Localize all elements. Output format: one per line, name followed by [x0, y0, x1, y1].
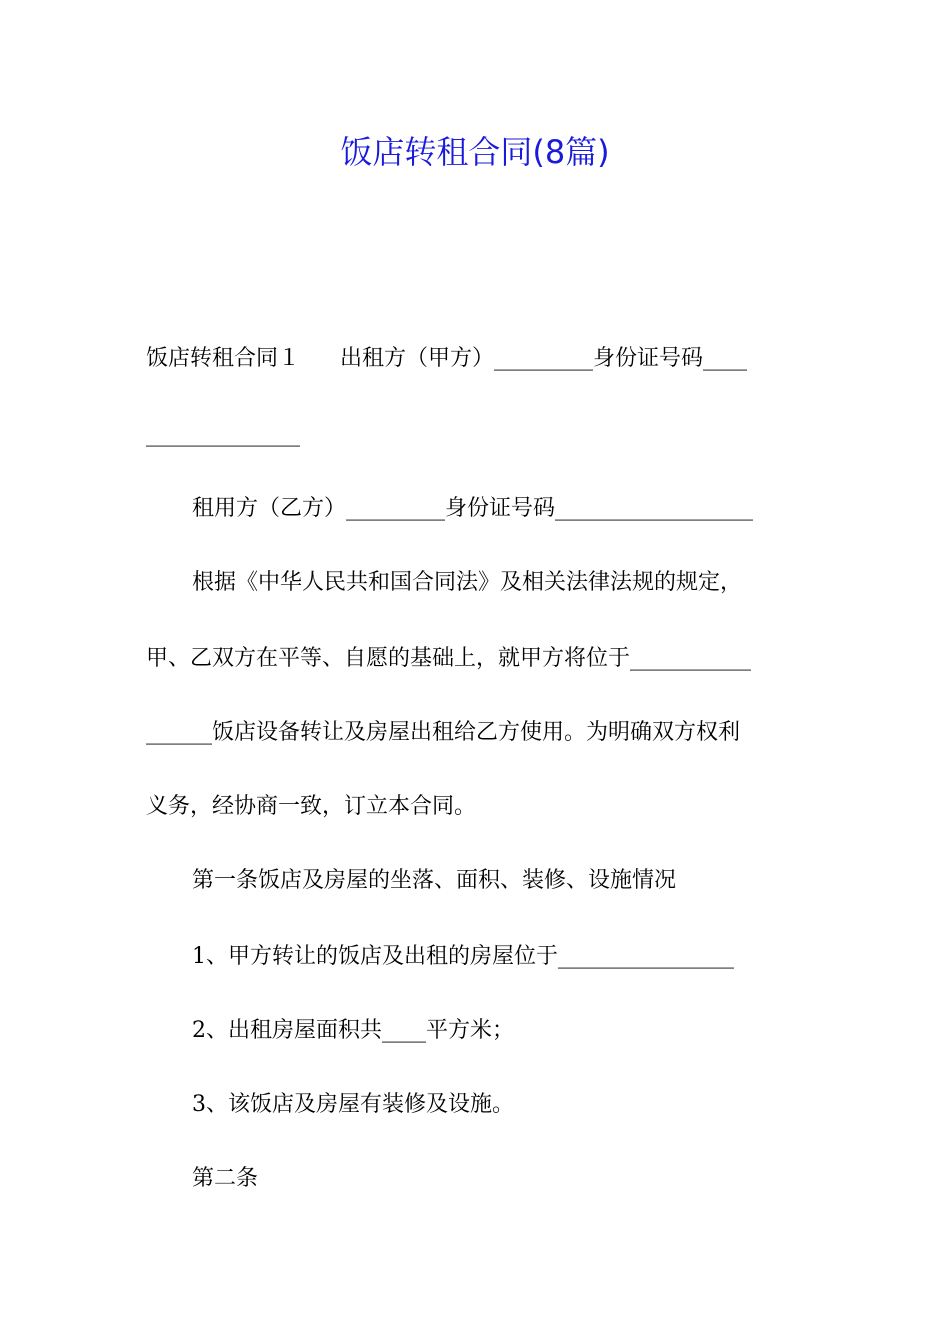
paragraph-line-1	[146, 342, 747, 376]
lessee-line: 租用方（乙方）_________身份证号码__________________	[192, 496, 754, 521]
article-one-item-3: 3、该饭店及房屋有装修及设施。	[192, 1092, 514, 1117]
paragraph-line-6: ______饭店设备转让及房屋出租给乙方使用。为明确双方权利	[146, 720, 741, 745]
paragraph-line-4: 根据《中华人民共和国合同法》及相关法律法规的规定，	[192, 570, 743, 595]
paragraph-line-5: 甲、乙双方在平等、自愿的基础上，就甲方将位于___________	[146, 646, 752, 671]
document-title: 饭店转租合同(8篇)	[340, 133, 610, 171]
contract-heading: 饭店转租合同１	[146, 346, 301, 371]
article-one-heading: 第一条饭店及房屋的坐落、面积、装修、设施情况	[192, 868, 677, 893]
lessor-field: 出租方（甲方）_________身份证号码____	[340, 346, 748, 371]
paragraph-line-7: 义务，经协商一致，订立本合同。	[146, 794, 477, 819]
paragraph-line-2: ______________	[146, 422, 300, 447]
article-one-item-2: 2、出租房屋面积共____平方米；	[192, 1018, 514, 1043]
article-two-heading: 第二条	[192, 1166, 259, 1191]
article-one-item-1: 1、甲方转让的饭店及出租的房屋位于________________	[192, 944, 734, 969]
